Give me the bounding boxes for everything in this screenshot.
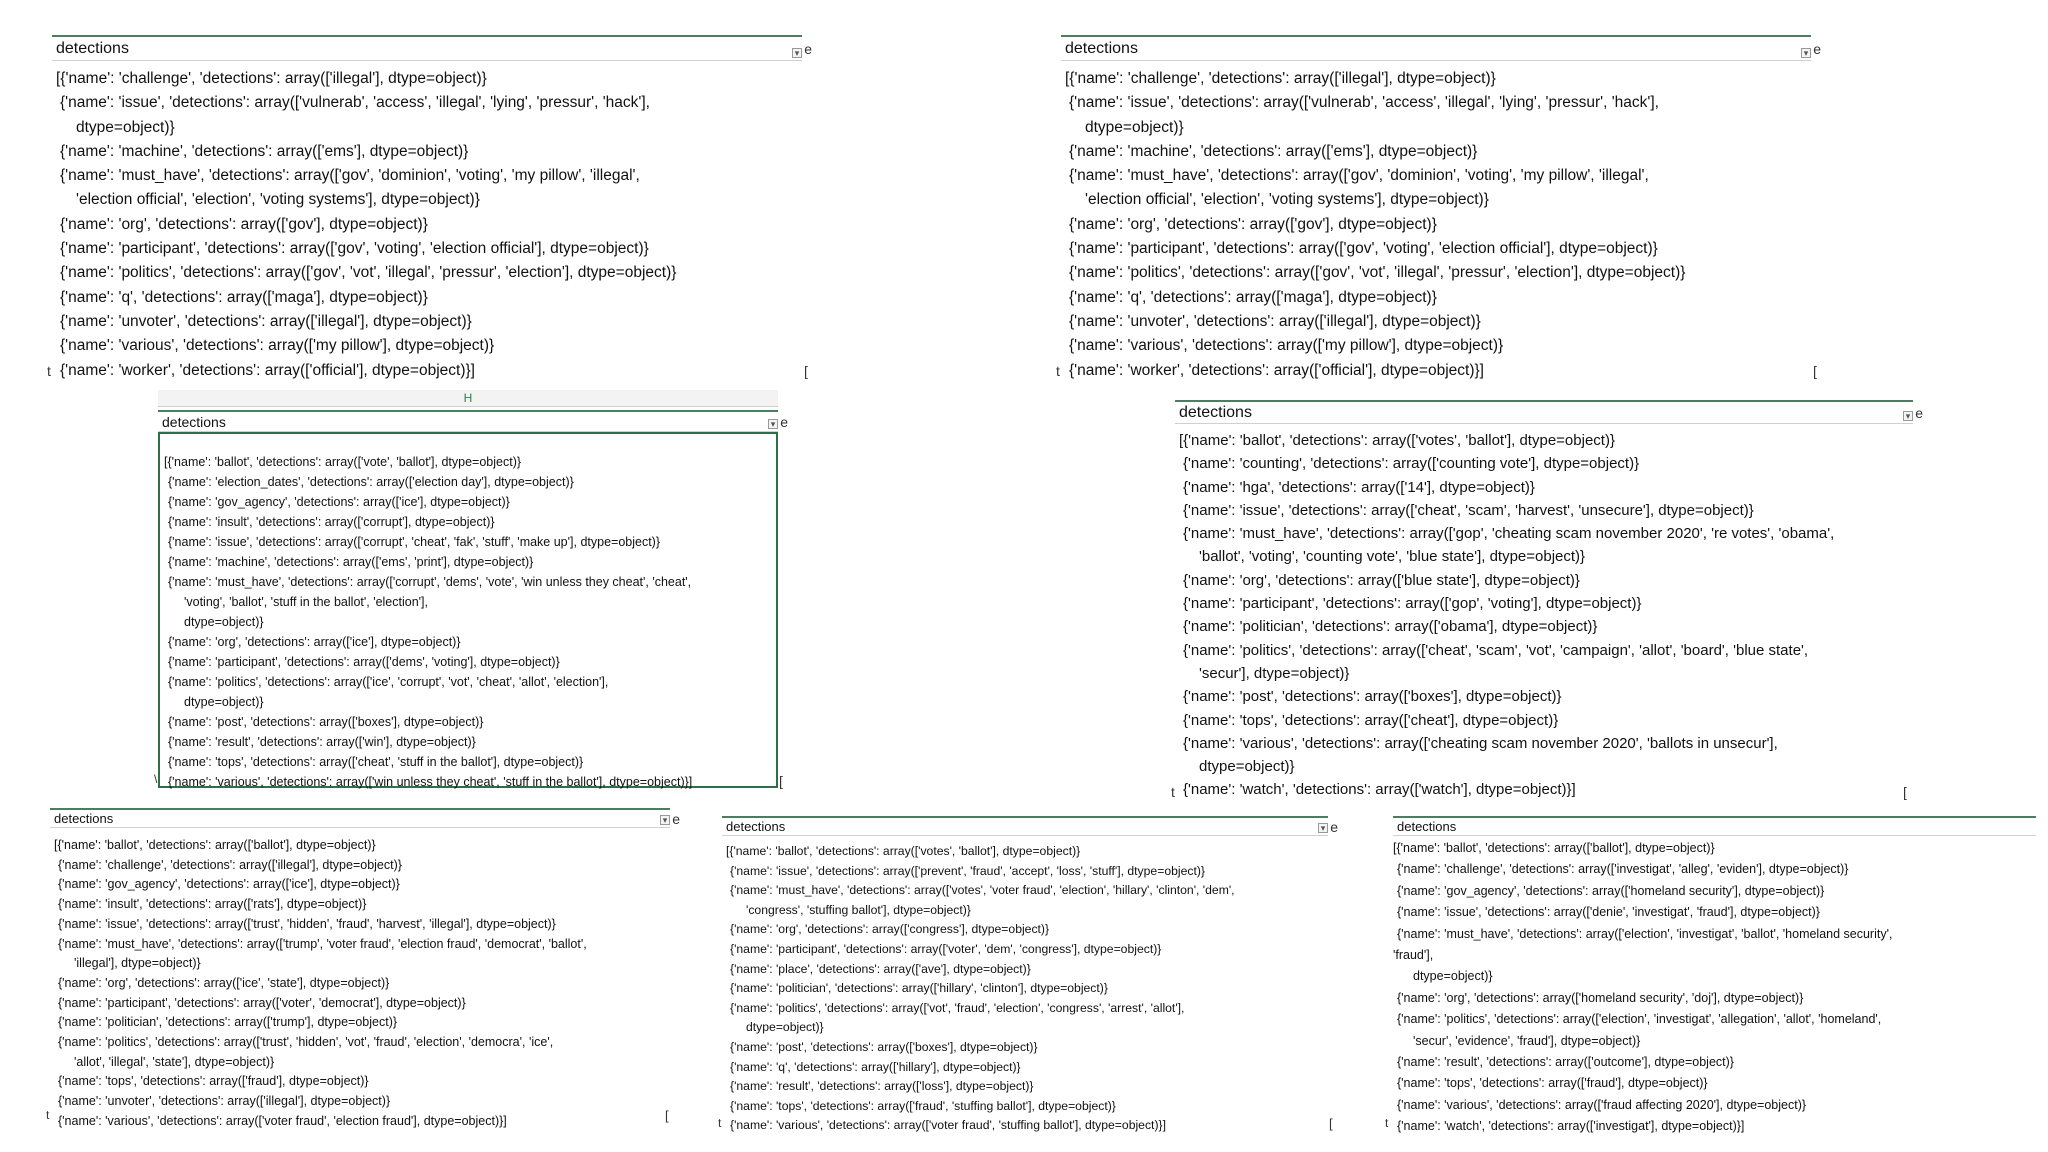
filter-dropdown-icon[interactable] xyxy=(1318,823,1328,833)
detection-line: {'name': 'post', 'detections': array(['boxes'], dtype=object)} xyxy=(730,1039,1038,1054)
detection-line: {'name': 'watch', 'detections': array(['watch'], dtype=object)}] xyxy=(1183,781,1576,799)
detection-line: dtype=object)} xyxy=(184,695,264,709)
detection-line: [{'name': 'ballot', 'detections': array(['vote', 'ballot'], dtype=object)} xyxy=(164,455,522,469)
cell-content[interactable] xyxy=(1061,61,1811,383)
header-label: detections xyxy=(1065,39,1138,57)
header-label: detections xyxy=(1179,403,1252,421)
detection-line: {'name': 'must_have', 'detections': array(['election', 'investigat', 'ballot', 'homeland security', xyxy=(1397,926,1893,941)
detection-line: {'name': 'issue', 'detections': array(['vulnerab', 'access', 'illegal', 'lying', 'pressur', 'hack'], xyxy=(60,94,650,112)
detection-line: {'name': 'result', 'detections': array(['loss'], dtype=object)} xyxy=(730,1079,1034,1094)
detection-line: {'name': 'post', 'detections': array(['boxes'], dtype=object)} xyxy=(1183,688,1562,706)
detection-line: {'name': 'org', 'detections': array(['gov'], dtype=object)} xyxy=(1069,215,1437,233)
detection-line: {'name': 'q', 'detections': array(['maga'], dtype=object)} xyxy=(1069,288,1437,306)
detection-line: [{'name': 'ballot', 'detections': array(['ballot'], dtype=object)} xyxy=(1393,841,1715,855)
detection-line: {'name': 'politics', 'detections': array(['gov', 'vot', 'illegal', 'pressur', 'election'], dtype=object)} xyxy=(1069,264,1686,282)
detection-line: {'name': 'gov_agency', 'detections': array(['ice'], dtype=object)} xyxy=(168,495,510,509)
detection-line: {'name': 'various', 'detections': array(['win unless they cheat', 'stuff in the ballot'], dtype=object)}] xyxy=(168,775,693,789)
right-edge-char: [ xyxy=(665,1108,669,1123)
column-header[interactable] xyxy=(158,410,788,432)
left-edge-char: t xyxy=(1385,1116,1389,1130)
detection-line: dtype=object)} xyxy=(746,1020,824,1035)
detection-line: [{'name': 'ballot', 'detections': array(['votes', 'ballot'], dtype=object)} xyxy=(1179,432,1615,449)
detection-line: {'name': 'org', 'detections': array(['homeland security', 'doj'], dtype=object)} xyxy=(1397,990,1804,1005)
right-edge-char: [ xyxy=(779,773,783,789)
detection-line: {'name': 'must_have', 'detections': array(['votes', 'voter fraud', 'election', 'hillary', 'clinton', 'dem', xyxy=(730,883,1235,898)
detection-line: {'name': 'challenge', 'detections': array(['investigat', 'alleg', 'eviden'], dtype=object)} xyxy=(1397,862,1849,877)
left-edge-char: \ xyxy=(154,772,158,786)
filter-dropdown-icon[interactable] xyxy=(1903,411,1913,421)
cell-content[interactable] xyxy=(1175,424,1913,802)
detection-line: {'name': 'politics', 'detections': array(['trust', 'hidden', 'vot', 'fraud', 'election', 'democra', 'ice', xyxy=(58,1035,554,1050)
panel-top-right xyxy=(1056,35,1821,385)
column-header[interactable] xyxy=(52,35,812,61)
column-header[interactable] xyxy=(1393,816,2036,836)
detection-line: dtype=object)} xyxy=(1413,969,1493,984)
detection-line: dtype=object)} xyxy=(184,615,264,629)
detection-line: 'fraud'], xyxy=(1393,948,1434,963)
detection-line: {'name': 'result', 'detections': array(['outcome'], dtype=object)} xyxy=(1397,1055,1734,1070)
filter-dropdown-icon[interactable] xyxy=(1801,48,1811,58)
right-edge-char: [ xyxy=(804,363,808,379)
detection-line: {'name': 'org', 'detections': array(['ice', 'state'], dtype=object)} xyxy=(58,975,390,990)
detection-line: {'name': 'unvoter', 'detections': array(['illegal'], dtype=object)} xyxy=(58,1094,391,1109)
detection-line: {'name': 'politician', 'detections': array(['obama'], dtype=object)} xyxy=(1183,618,1598,636)
detection-line: {'name': 'politics', 'detections': array(['gov', 'vot', 'illegal', 'pressur', 'election'], dtype=object)} xyxy=(60,264,677,282)
detection-line: {'name': 'hga', 'detections': array(['14'], dtype=object)} xyxy=(1183,478,1535,496)
detection-line: {'name': 'tops', 'detections': array(['fraud'], dtype=object)} xyxy=(1397,1076,1708,1091)
detection-line: {'name': 'politics', 'detections': array(['ice', 'corrupt', 'vot', 'cheat', 'allot', 'election'], xyxy=(168,675,609,689)
detection-line: {'name': 'machine', 'detections': array(['ems', 'print'], dtype=object)} xyxy=(168,555,534,569)
detection-line: {'name': 'participant', 'detections': array(['gov', 'voting', 'election official'], dtype=object)} xyxy=(1069,240,1658,258)
detection-line: {'name': 'politician', 'detections': array(['trump'], dtype=object)} xyxy=(58,1015,398,1030)
detection-line: 'allot', 'illegal', 'state'], dtype=object)} xyxy=(74,1054,275,1069)
detection-line: {'name': 'worker', 'detections': array(['official'], dtype=object)}] xyxy=(1069,361,1484,379)
detection-line: {'name': 'result', 'detections': array(['win'], dtype=object)} xyxy=(168,735,476,749)
panel-bottom-middle xyxy=(718,816,1338,1138)
right-edge-char: [ xyxy=(1329,1116,1333,1131)
detection-line: {'name': 'politics', 'detections': array(['election', 'investigat', 'allegation', 'allot', 'homeland', xyxy=(1397,1012,1882,1027)
detection-line: {'name': 'tops', 'detections': array(['cheat', 'stuff in the ballot'], dtype=object)} xyxy=(168,755,584,769)
detection-line: {'name': 'issue', 'detections': array(['corrupt', 'cheat', 'fak', 'stuff', 'make up'], dtype=object)} xyxy=(168,535,661,549)
detection-line: {'name': 'issue', 'detections': array(['prevent', 'fraud', 'accept', 'loss', 'stuff'], dtype=object)} xyxy=(730,863,1205,878)
detection-line: {'name': 'various', 'detections': array(['fraud affecting 2020'], dtype=object)} xyxy=(1397,1097,1807,1112)
detection-line: {'name': 'machine', 'detections': array(['ems'], dtype=object)} xyxy=(60,142,469,160)
header-tail-char: e xyxy=(1915,404,1923,421)
detection-line: [{'name': 'challenge', 'detections': array(['illegal'], dtype=object)} xyxy=(56,70,487,87)
detection-line: {'name': 'must_have', 'detections': array(['gov', 'dominion', 'voting', 'my pillow', 'illegal', xyxy=(1069,167,1649,185)
detection-line: [{'name': 'ballot', 'detections': array(['ballot'], dtype=object)} xyxy=(54,838,376,852)
detection-line: {'name': 'issue', 'detections': array(['denie', 'investigat', 'fraud'], dtype=object)} xyxy=(1397,905,1820,920)
detection-line: {'name': 'various', 'detections': array(['my pillow'], dtype=object)} xyxy=(60,337,495,355)
detection-line: dtype=object)} xyxy=(1199,758,1295,776)
detection-line: {'name': 'unvoter', 'detections': array(['illegal'], dtype=object)} xyxy=(60,312,472,330)
detection-line: {'name': 'gov_agency', 'detections': array(['homeland security'], dtype=object)} xyxy=(1397,883,1825,898)
detection-line: {'name': 'must_have', 'detections': array(['trump', 'voter fraud', 'election fraud', 'democrat', 'ballot', xyxy=(58,936,587,951)
detection-line: {'name': 'org', 'detections': array(['congress'], dtype=object)} xyxy=(730,922,1050,937)
detection-line: {'name': 'issue', 'detections': array(['vulnerab', 'access', 'illegal', 'lying', 'pressur', 'hack'], xyxy=(1069,94,1659,112)
detection-line: {'name': 'issue', 'detections': array(['cheat', 'scam', 'harvest', 'unsecure'], dtype=object)} xyxy=(1183,501,1754,519)
detection-line: [{'name': 'ballot', 'detections': array(['votes', 'ballot'], dtype=object)} xyxy=(726,844,1081,858)
detection-line: {'name': 'challenge', 'detections': array(['illegal'], dtype=object)} xyxy=(58,857,402,872)
header-label: detections xyxy=(56,39,129,57)
column-letter-header[interactable]: H xyxy=(158,390,778,407)
detection-line: 'secur'], dtype=object)} xyxy=(1199,664,1350,682)
header-tail-char: e xyxy=(804,40,812,57)
detection-line: {'name': 'watch', 'detections': array(['investigat'], dtype=object)}] xyxy=(1397,1119,1745,1134)
detection-line: {'name': 'tops', 'detections': array(['fraud'], dtype=object)} xyxy=(58,1074,369,1089)
left-edge-char: t xyxy=(718,1116,722,1130)
filter-dropdown-icon[interactable] xyxy=(768,419,778,429)
detection-line: {'name': 'must_have', 'detections': array(['gop', 'cheating scam november 2020', 're votes', 'obama', xyxy=(1183,525,1835,543)
header-label: detections xyxy=(1397,819,1457,834)
column-header[interactable] xyxy=(722,816,1338,836)
detection-line: {'name': 'unvoter', 'detections': array(['illegal'], dtype=object)} xyxy=(1069,312,1481,330)
detection-line: {'name': 'worker', 'detections': array(['official'], dtype=object)}] xyxy=(60,361,475,379)
header-tail-char: e xyxy=(1813,40,1821,57)
detection-line: {'name': 'post', 'detections': array(['boxes'], dtype=object)} xyxy=(168,715,484,729)
detection-line: {'name': 'gov_agency', 'detections': array(['ice'], dtype=object)} xyxy=(58,877,400,892)
detection-line: 'election official', 'election', 'voting systems'], dtype=object)} xyxy=(76,191,480,209)
detection-line: {'name': 'org', 'detections': array(['blue state'], dtype=object)} xyxy=(1183,571,1580,589)
detection-line: 'election official', 'election', 'voting systems'], dtype=object)} xyxy=(1085,191,1489,209)
detection-line: {'name': 'participant', 'detections': array(['gop', 'voting'], dtype=object)} xyxy=(1183,595,1642,613)
detection-line: {'name': 'politician', 'detections': array(['hillary', 'clinton'], dtype=object)} xyxy=(730,981,1108,996)
column-header[interactable] xyxy=(1061,35,1821,61)
detection-line: {'name': 'politics', 'detections': array(['cheat', 'scam', 'vot', 'campaign', 'allot', 'board', 'blue state', xyxy=(1183,641,1809,659)
detection-line: {'name': 'various', 'detections': array(['voter fraud', 'election fraud'], dtype=object)}] xyxy=(58,1113,507,1128)
column-header[interactable] xyxy=(50,808,680,828)
panel-bottom-left xyxy=(46,808,680,1138)
panel-middle-left xyxy=(154,390,788,800)
left-edge-char: t xyxy=(1056,363,1060,379)
detection-line: {'name': 'counting', 'detections': array(['counting vote'], dtype=object)} xyxy=(1183,455,1640,473)
detection-line: {'name': 'participant', 'detections': array(['dems', 'voting'], dtype=object)} xyxy=(168,655,560,669)
left-edge-char: t xyxy=(47,363,51,379)
detection-line: {'name': 'q', 'detections': array(['hillary'], dtype=object)} xyxy=(730,1059,1021,1074)
cell-content[interactable] xyxy=(50,828,670,1132)
detection-line: {'name': 'org', 'detections': array(['ice'], dtype=object)} xyxy=(168,635,461,649)
filter-dropdown-icon[interactable] xyxy=(660,815,670,825)
detection-line: {'name': 'tops', 'detections': array(['fraud', 'stuffing ballot'], dtype=object)} xyxy=(730,1098,1116,1113)
detection-line: 'congress', 'stuffing ballot'], dtype=object)} xyxy=(746,902,971,917)
detection-line: [{'name': 'challenge', 'detections': array(['illegal'], dtype=object)} xyxy=(1065,70,1496,87)
detection-line: 'secur', 'evidence', 'fraud'], dtype=object)} xyxy=(1413,1033,1641,1048)
detection-line: 'voting', 'ballot', 'stuff in the ballot', 'election'], xyxy=(184,595,429,609)
right-edge-char: [ xyxy=(1813,363,1817,379)
detection-line: {'name': 'must_have', 'detections': array(['gov', 'dominion', 'voting', 'my pillow', 'illegal', xyxy=(60,167,640,185)
header-tail-char: e xyxy=(1330,818,1338,835)
right-edge-char: [ xyxy=(1903,784,1907,800)
detection-line: {'name': 'politics', 'detections': array(['vot', 'fraud', 'election', 'congress', 'arrest', 'allot'], xyxy=(730,1000,1185,1015)
detection-line: dtype=object)} xyxy=(76,118,175,136)
detection-line: {'name': 'participant', 'detections': array(['gov', 'voting', 'election official'], dtype=object)} xyxy=(60,240,649,258)
header-tail-char: e xyxy=(672,810,680,827)
left-edge-char: t xyxy=(1171,784,1175,800)
panel-middle-right xyxy=(1171,400,1923,805)
panel-top-left xyxy=(47,35,812,385)
detection-line: {'name': 'various', 'detections': array(['voter fraud', 'stuffing ballot'], dtype=object)}] xyxy=(730,1118,1166,1133)
cell-content[interactable] xyxy=(52,61,802,383)
detection-line: {'name': 'issue', 'detections': array(['trust', 'hidden', 'fraud', 'harvest', 'illegal'], dtype=object)} xyxy=(58,916,556,931)
detection-line: {'name': 'q', 'detections': array(['maga'], dtype=object)} xyxy=(60,288,428,306)
header-label: detections xyxy=(162,413,226,430)
cell-content[interactable] xyxy=(722,836,1328,1136)
detection-line: 'illegal'], dtype=object)} xyxy=(74,956,201,971)
header-tail-char: e xyxy=(780,413,788,430)
detection-line: {'name': 'must_have', 'detections': array(['corrupt', 'dems', 'vote', 'win unless they cheat', 'cheat', xyxy=(168,575,692,589)
cell-content[interactable] xyxy=(1393,836,2036,1138)
detection-line: {'name': 'participant', 'detections': array(['voter', 'democrat'], dtype=object)} xyxy=(58,995,466,1010)
header-label: detections xyxy=(726,819,786,834)
detection-line: 'ballot', 'voting', 'counting vote', 'blue state'], dtype=object)} xyxy=(1199,548,1586,566)
left-edge-char: t xyxy=(46,1108,50,1122)
detection-line: {'name': 'tops', 'detections': array(['cheat'], dtype=object)} xyxy=(1183,711,1559,729)
detection-line: {'name': 'various', 'detections': array(['cheating scam november 2020', 'ballots in unsecur'], xyxy=(1183,734,1778,752)
header-label: detections xyxy=(54,811,114,826)
detection-line: {'name': 'insult', 'detections': array(['rats'], dtype=object)} xyxy=(58,897,367,912)
detection-line: {'name': 'machine', 'detections': array(['ems'], dtype=object)} xyxy=(1069,142,1478,160)
column-header[interactable] xyxy=(1175,400,1923,424)
detection-line: {'name': 'place', 'detections': array(['ave'], dtype=object)} xyxy=(730,961,1031,976)
filter-dropdown-icon[interactable] xyxy=(792,48,802,58)
detection-line: {'name': 'org', 'detections': array(['gov'], dtype=object)} xyxy=(60,215,428,233)
detection-line: {'name': 'election_dates', 'detections': array(['election day'], dtype=object)} xyxy=(168,475,574,489)
cell-content[interactable] xyxy=(158,432,778,788)
detection-line: dtype=object)} xyxy=(1085,118,1184,136)
detection-line: {'name': 'participant', 'detections': array(['voter', 'dem', 'congress'], dtype=object)} xyxy=(730,941,1162,956)
detection-line: {'name': 'various', 'detections': array(['my pillow'], dtype=object)} xyxy=(1069,337,1504,355)
detection-line: {'name': 'insult', 'detections': array(['corrupt'], dtype=object)} xyxy=(168,515,495,529)
panel-bottom-right xyxy=(1385,816,2036,1138)
